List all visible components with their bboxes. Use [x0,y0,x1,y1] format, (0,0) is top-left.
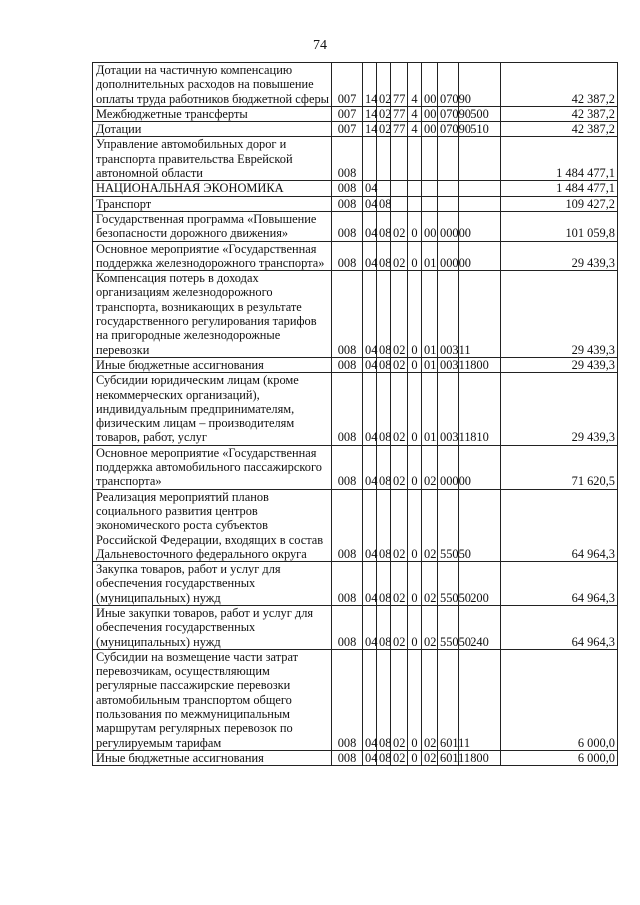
activity-code-cell: 02 [422,562,438,606]
activity-code-cell [422,137,438,181]
ministry-code-cell: 008 [332,196,363,211]
table-row [93,649,618,750]
subsection-code-cell: 08 [377,373,391,445]
section-code-cell: 14 [363,106,377,121]
expense-type-cell: 510 [459,122,501,137]
amount-cell: 1 484 477,1 [501,181,618,196]
subsection-code-cell: 02 [377,63,391,107]
direction-code-cell [438,137,459,181]
direction-code-cell: 00311 [438,271,459,358]
activity-code-cell [422,196,438,211]
row-name-cell: Основное мероприятие «Государственная поддержка железнодорожного транспорта» [93,241,332,271]
table-row [93,196,618,211]
table-row [93,181,618,196]
direction-code-cell: 55050 [438,489,459,561]
budget-table [92,62,618,766]
subsection-code-cell: 02 [377,122,391,137]
section-code-cell: 04 [363,271,377,358]
direction-code-cell: 55050 [438,562,459,606]
section-code-cell: 04 [363,489,377,561]
section-code-cell: 04 [363,181,377,196]
subsection-code-cell: 08 [377,271,391,358]
program-code-cell [391,181,408,196]
subsection-code-cell: 08 [377,445,391,489]
direction-code-cell [438,196,459,211]
amount-cell: 64 964,3 [501,489,618,561]
row-name-cell: Государственная программа «Повышение безопасности дорожного движения» [93,211,332,241]
row-name-cell: Межбюджетные трансферты [93,106,332,121]
subsection-code-cell [377,181,391,196]
table-row [93,445,618,489]
section-code-cell: 04 [363,562,377,606]
program-code-cell: 02 [391,357,408,372]
subprogram-code-cell: 4 [408,63,422,107]
amount-cell: 71 620,5 [501,445,618,489]
ministry-code-cell: 008 [332,241,363,271]
subsection-code-cell: 08 [377,489,391,561]
expense-type-cell [459,137,501,181]
subprogram-code-cell: 0 [408,649,422,750]
program-code-cell: 02 [391,489,408,561]
table-row [93,241,618,271]
ministry-code-cell: 008 [332,649,363,750]
ministry-code-cell: 008 [332,181,363,196]
ministry-code-cell: 007 [332,122,363,137]
row-name-cell: Управление автомобильных дорог и транспорта правительства Еврейской автономной области [93,137,332,181]
row-name-cell: Дотации на частичную компенсацию дополнительных расходов на повышение оплаты труда работников бюджетной сферы [93,63,332,107]
amount-cell: 1 484 477,1 [501,137,618,181]
amount-cell: 64 964,3 [501,562,618,606]
table-row [93,106,618,121]
activity-code-cell: 00 [422,122,438,137]
activity-code-cell: 01 [422,241,438,271]
program-code-cell: 02 [391,562,408,606]
activity-code-cell: 02 [422,489,438,561]
ministry-code-cell: 008 [332,211,363,241]
activity-code-cell: 01 [422,271,438,358]
section-code-cell: 04 [363,649,377,750]
table-row [93,63,618,107]
row-name-cell: Основное мероприятие «Государственная поддержка автомобильного пассажирского транспорта» [93,445,332,489]
row-name-cell: Дотации [93,122,332,137]
row-name-cell: Субсидии юридическим лицам (кроме некоммерческих организаций), индивидуальным предпринимателям, физическим лицам – производителям товаров, работ, услуг [93,373,332,445]
table-row [93,137,618,181]
activity-code-cell: 02 [422,445,438,489]
table-row [93,750,618,765]
subprogram-code-cell [408,196,422,211]
expense-type-cell: 800 [459,750,501,765]
expense-type-cell: 200 [459,562,501,606]
subprogram-code-cell [408,181,422,196]
section-code-cell: 04 [363,241,377,271]
section-code-cell [363,137,377,181]
subsection-code-cell: 08 [377,196,391,211]
activity-code-cell: 00 [422,106,438,121]
direction-code-cell: 60111 [438,750,459,765]
amount-cell: 64 964,3 [501,605,618,649]
program-code-cell: 02 [391,649,408,750]
direction-code-cell: 00000 [438,445,459,489]
ministry-code-cell: 008 [332,271,363,358]
amount-cell: 6 000,0 [501,750,618,765]
program-code-cell: 02 [391,241,408,271]
section-code-cell: 04 [363,445,377,489]
table-row [93,271,618,358]
table-row [93,373,618,445]
ministry-code-cell: 008 [332,750,363,765]
direction-code-cell: 55050 [438,605,459,649]
direction-code-cell: 07090 [438,63,459,107]
program-code-cell [391,137,408,181]
row-name-cell: Реализация мероприятий планов социального развития центров экономического роста субъектов Российской Федерации, входящих в состав Дальневосточного федерального округа [93,489,332,561]
subsection-code-cell: 08 [377,605,391,649]
direction-code-cell: 00000 [438,241,459,271]
section-code-cell: 04 [363,196,377,211]
ministry-code-cell: 008 [332,489,363,561]
row-name-cell: Транспорт [93,196,332,211]
program-code-cell: 02 [391,605,408,649]
activity-code-cell [422,181,438,196]
expense-type-cell: 500 [459,106,501,121]
ministry-code-cell: 008 [332,445,363,489]
ministry-code-cell: 008 [332,605,363,649]
amount-cell: 109 427,2 [501,196,618,211]
table-row [93,357,618,372]
direction-code-cell: 07090 [438,122,459,137]
table-row [93,122,618,137]
amount-cell: 29 439,3 [501,241,618,271]
subprogram-code-cell: 0 [408,357,422,372]
program-code-cell: 77 [391,63,408,107]
section-code-cell: 04 [363,605,377,649]
amount-cell: 29 439,3 [501,373,618,445]
ministry-code-cell: 007 [332,106,363,121]
ministry-code-cell: 008 [332,137,363,181]
activity-code-cell: 01 [422,357,438,372]
amount-cell: 29 439,3 [501,271,618,358]
amount-cell: 42 387,2 [501,106,618,121]
program-code-cell: 02 [391,271,408,358]
subsection-code-cell [377,137,391,181]
ministry-code-cell: 008 [332,373,363,445]
section-code-cell: 04 [363,373,377,445]
section-code-cell: 14 [363,122,377,137]
direction-code-cell: 00000 [438,211,459,241]
amount-cell: 6 000,0 [501,649,618,750]
subsection-code-cell: 02 [377,106,391,121]
expense-type-cell: 810 [459,373,501,445]
subprogram-code-cell: 0 [408,562,422,606]
direction-code-cell: 60111 [438,649,459,750]
activity-code-cell: 02 [422,649,438,750]
table-row [93,489,618,561]
row-name-cell: НАЦИОНАЛЬНАЯ ЭКОНОМИКА [93,181,332,196]
subprogram-code-cell: 0 [408,241,422,271]
program-code-cell [391,196,408,211]
program-code-cell: 02 [391,445,408,489]
activity-code-cell: 00 [422,211,438,241]
amount-cell: 42 387,2 [501,122,618,137]
section-code-cell: 04 [363,357,377,372]
direction-code-cell: 00311 [438,357,459,372]
amount-cell: 42 387,2 [501,63,618,107]
activity-code-cell: 02 [422,605,438,649]
section-code-cell: 04 [363,750,377,765]
activity-code-cell: 02 [422,750,438,765]
activity-code-cell: 01 [422,373,438,445]
direction-code-cell: 00311 [438,373,459,445]
subprogram-code-cell [408,137,422,181]
row-name-cell: Субсидии на возмещение части затрат перевозчикам, осуществляющим регулярные пассажирские перевозки автомобильным транспортом общего пользования по межмуниципальным маршрутам регулярных перевозок по регулируемым тарифам [93,649,332,750]
subprogram-code-cell: 4 [408,106,422,121]
expense-type-cell: 240 [459,605,501,649]
subsection-code-cell: 08 [377,211,391,241]
subprogram-code-cell: 0 [408,489,422,561]
subprogram-code-cell: 0 [408,211,422,241]
row-name-cell: Компенсация потерь в доходах организациям железнодорожного транспорта, возникающих в результате государственного регулирования тарифов на пригородные железнодорожные перевозки [93,271,332,358]
subsection-code-cell: 08 [377,750,391,765]
row-name-cell: Иные бюджетные ассигнования [93,750,332,765]
subsection-code-cell: 08 [377,562,391,606]
section-code-cell: 14 [363,63,377,107]
section-code-cell: 04 [363,211,377,241]
ministry-code-cell: 007 [332,63,363,107]
table-row [93,562,618,606]
expense-type-cell: 800 [459,357,501,372]
program-code-cell: 02 [391,211,408,241]
direction-code-cell: 07090 [438,106,459,121]
table-row [93,605,618,649]
activity-code-cell: 00 [422,63,438,107]
table-row [93,211,618,241]
amount-cell: 101 059,8 [501,211,618,241]
amount-cell: 29 439,3 [501,357,618,372]
subprogram-code-cell: 4 [408,122,422,137]
program-code-cell: 77 [391,122,408,137]
row-name-cell: Иные закупки товаров, работ и услуг для обеспечения государственных (муниципальных) нужд [93,605,332,649]
subsection-code-cell: 08 [377,649,391,750]
subsection-code-cell: 08 [377,241,391,271]
direction-code-cell [438,181,459,196]
subprogram-code-cell: 0 [408,445,422,489]
row-name-cell: Иные бюджетные ассигнования [93,357,332,372]
program-code-cell: 02 [391,750,408,765]
program-code-cell: 77 [391,106,408,121]
expense-type-cell [459,181,501,196]
row-name-cell: Закупка товаров, работ и услуг для обеспечения государственных (муниципальных) нужд [93,562,332,606]
subprogram-code-cell: 0 [408,750,422,765]
ministry-code-cell: 008 [332,357,363,372]
subsection-code-cell: 08 [377,357,391,372]
ministry-code-cell: 008 [332,562,363,606]
subprogram-code-cell: 0 [408,605,422,649]
page-number: 74 [313,38,327,53]
subprogram-code-cell: 0 [408,373,422,445]
expense-type-cell [459,196,501,211]
program-code-cell: 02 [391,373,408,445]
subprogram-code-cell: 0 [408,271,422,358]
